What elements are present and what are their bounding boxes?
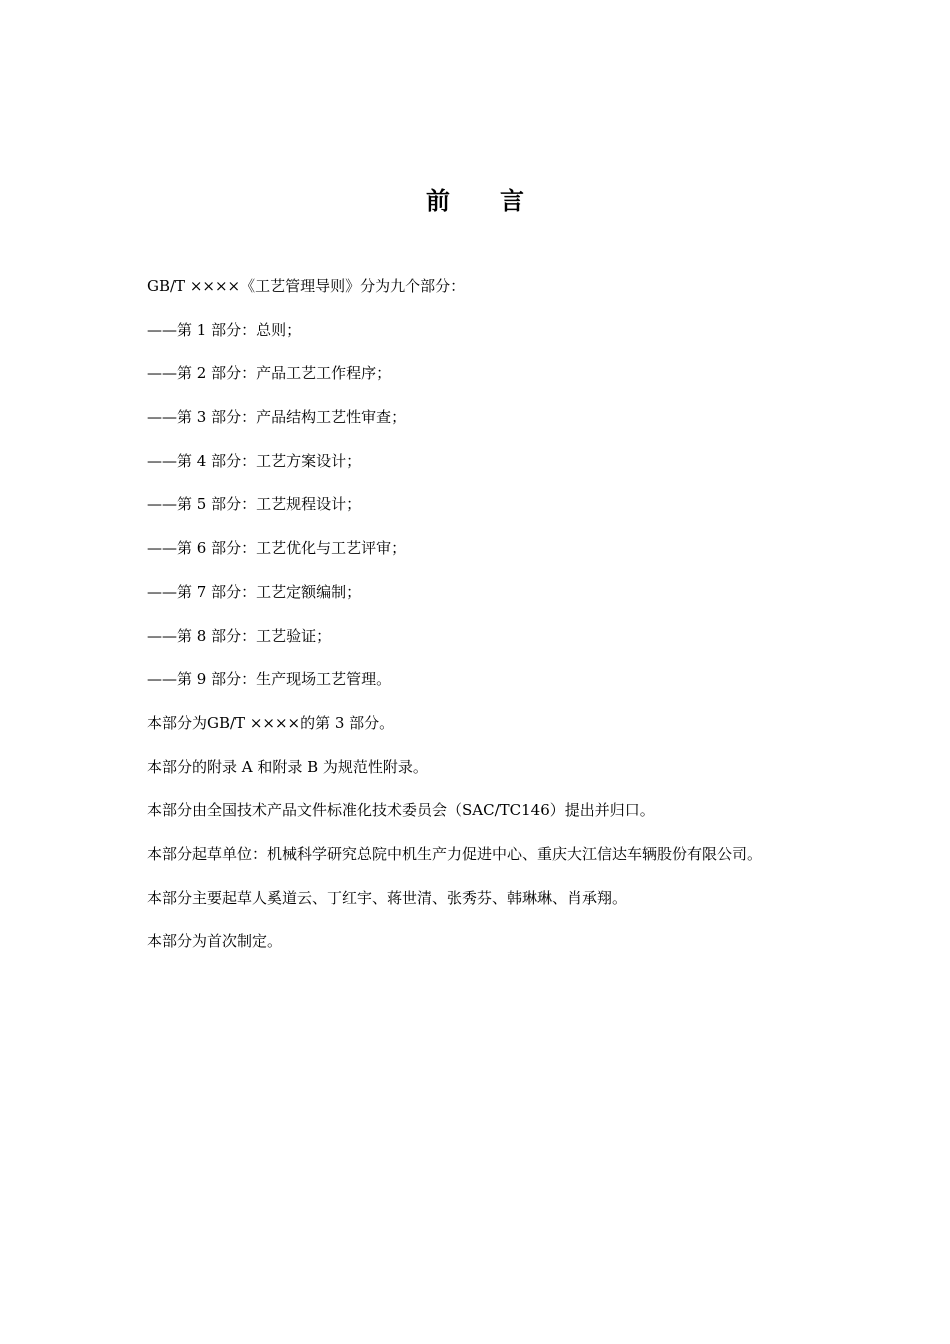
list-item-part-5: ——第 5 部分：工艺规程设计； xyxy=(147,495,362,514)
list-item-part-4: ——第 4 部分：工艺方案设计； xyxy=(147,451,362,470)
paragraph-first-edition: 本部分为首次制定。 xyxy=(147,932,283,951)
paragraph-drafters: 本部分主要起草人奚道云、丁红宇、蒋世清、张秀芬、韩琳琳、肖承翔。 xyxy=(147,888,628,907)
paragraph-appendix: 本部分的附录 A 和附录 B 为规范性附录。 xyxy=(147,757,428,776)
page-title xyxy=(0,184,950,218)
list-item-part-7: ——第 7 部分：工艺定额编制； xyxy=(147,582,362,601)
list-item-part-3: ——第 3 部分：产品结构工艺性审查； xyxy=(147,408,407,427)
list-item-part-2: ——第 2 部分：产品工艺工作程序； xyxy=(147,364,392,383)
paragraph-drafting-units: 本部分起草单位：机械科学研究总院中机生产力促进中心、重庆大江信达车辆股份有限公司。 xyxy=(147,844,763,863)
title-char-2: 言 xyxy=(500,187,524,215)
list-item-part-8: ——第 8 部分：工艺验证； xyxy=(147,626,332,645)
title-char-1: 前 xyxy=(426,187,450,215)
list-item-part-1: ——第 1 部分：总则； xyxy=(147,320,302,339)
paragraph-proposer: 本部分由全国技术产品文件标准化技术委员会（SAC/TC146）提出并归口。 xyxy=(147,801,655,820)
paragraph-intro: GB/T ××××《工艺管理导则》分为九个部分： xyxy=(147,277,466,295)
list-item-part-9: ——第 9 部分：生产现场工艺管理。 xyxy=(147,670,392,689)
paragraph-part-statement: 本部分为GB/T ××××的第 3 部分。 xyxy=(147,713,395,732)
foreword-body xyxy=(147,276,867,975)
list-item-part-6: ——第 6 部分：工艺优化与工艺评审； xyxy=(147,539,407,558)
